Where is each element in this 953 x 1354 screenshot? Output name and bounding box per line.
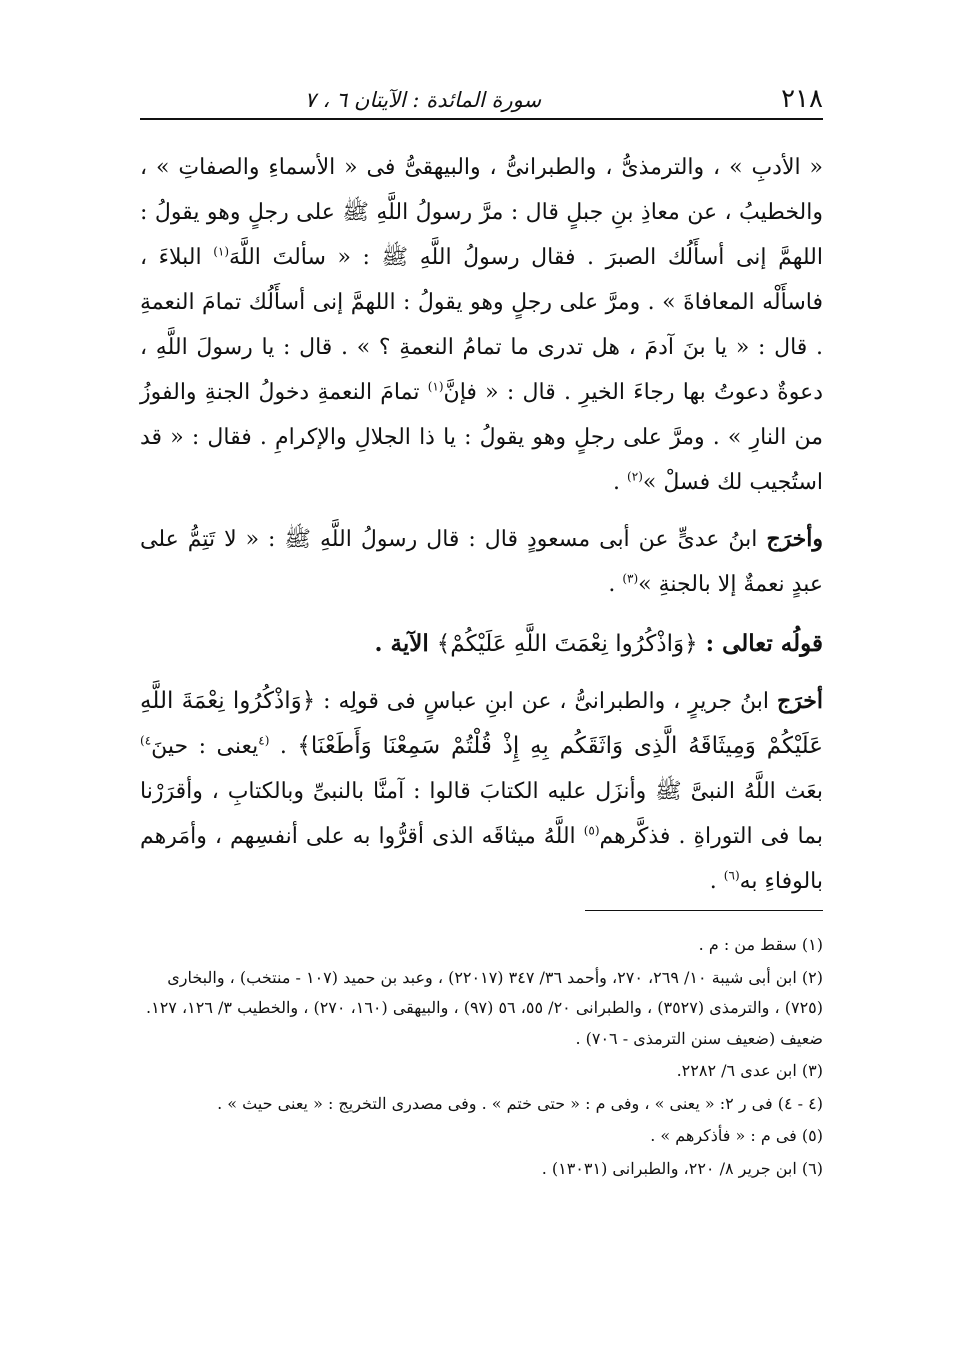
footnote-ref: (١) xyxy=(213,244,230,259)
text-run: ابنُ عدىٍّ عن أبى مسعودٍ قال : قال رسولُ اللَّهِ ﷺ : « لا تَتِمُّ على عبدٍ نعمةٌ إلا بالجنةِ » xyxy=(140,527,823,597)
text-run: . xyxy=(709,869,724,894)
text-run: البلاءَ ، فاسأَلْه المعافاةَ » . ومرَّ على رجلٍ وهو يقولُ : اللهمَّ إنى أسأَلُك تمامَ النعمةِ . قال : « يا بنَ آدمَ ، هل تدرى ما تمامُ النعمةِ ؟ » . قال : يا رسولَ اللَّهِ ، دعوةٌ دعوتُ بها رجاءَ الخيرِ . قال : « فإنَّ xyxy=(140,245,823,405)
text-run: « الأدبِ » ، والترمذىُّ ، والطبرانىُّ ، والبيهقىُّ فى « الأسماءِ والصفاتِ » ، والخطيبُ ، عن معاذِ بنِ جبلٍ قال : مرَّ رسولُ اللَّهِ ﷺ على رجلٍ وهو يقولُ : اللهمَّ إنى أسأَلُك الصبرَ . فقال رسولُ اللَّهِ ﷺ : « سألتَ اللَّهَ xyxy=(140,155,823,270)
footnote-5: (٥) فى م : « فأذكرهم » . xyxy=(650,1126,823,1145)
heading-label: قولُه تعالى : xyxy=(697,630,823,657)
text-run: . xyxy=(608,572,623,597)
footnote-4: (٤ - ٤) فى ر ٢: « يعنى » ، وفى م : « حتى ختم » . وفى مصدرى التخريج : « يعنى حيث » . xyxy=(217,1093,823,1113)
footnote-6: (٦) ابن جرير ٨/ ٢٢٠، والطبرانى (١٣٠٣١) . xyxy=(541,1158,823,1178)
footnote-ref: (٤ xyxy=(258,733,270,748)
verse-heading xyxy=(140,621,823,667)
main-text xyxy=(140,145,823,904)
text-run: اللَّهُ ميثاقَه الذى أقرُّوا به على أنفسِهم ، وأمَرهم بالوفاءِ به xyxy=(140,824,823,894)
heading-suffix: الآية . xyxy=(374,630,437,657)
footnote-3: (٣) ابن عدى ٦/ ٢٢٨٢. xyxy=(676,1061,823,1080)
page-number: ٢١٨ xyxy=(781,84,823,114)
page-header xyxy=(140,60,823,112)
text-run: ابنُ جريرٍ ، والطبرانىُّ ، عن ابنِ عباسٍ فى قولِه : xyxy=(315,689,777,714)
footnote-ref: (٢) xyxy=(627,469,643,484)
footnotes xyxy=(140,930,823,1186)
text-run: . xyxy=(269,734,298,759)
footnote-ref: (٣) xyxy=(622,571,639,586)
lead-word: أخرَج xyxy=(776,688,823,714)
footnote-2: (٢) ابن أبى شيبة ١٠/ ٢٦٩، ٢٧٠، وأحمد ٣٦/ ٣٤٧ (٢٢٠١٧) ، وعبد بن حميد (١٠٧ - منتخب) ، والبخارى (٧٢٥) ، والترمذى (٣٥٢٧) ، والطبرانى ٢٠/ ٥٥، ٥٦ (٩٧) ، والبيهقى (١٦٠، ٢٧٠) ، والخطيب ٣/ ١٢٦، ١٢٧. ضعيف (ضعيف سنن الترمذى - ٧٠٦) . xyxy=(146,967,823,1048)
running-title: سورة المائدة : الآيتان ٦ ، ٧ xyxy=(304,88,542,112)
text-run: . xyxy=(613,470,628,495)
footnote-ref: (١) xyxy=(427,379,444,394)
text-run: بعَث اللَّهُ النبىَّ ﷺ وأنزَل عليه الكتابَ قالوا : آمنَّا بالنبىِّ وبالكتابِ ، وأقرَرْنا بما فى التوراةِ . فذكَّرهم xyxy=(140,779,823,849)
header-rule xyxy=(140,118,823,120)
text-run: يعنى : حينَ xyxy=(151,734,259,759)
lead-word: وأخرَج xyxy=(766,526,823,552)
paragraph-ibn-abbas xyxy=(140,679,823,904)
paragraph-hadith-abu-masud xyxy=(140,517,823,607)
quran-verse: ﴿وَاذْكُرُوا نِعْمَتَ اللَّهِ عَلَيْكُمْ﴾ xyxy=(436,631,698,657)
quran-verse: ﴿وَاذْكُرُوا نِعْمَةَ اللَّهِ عَلَيْكُمْ وَمِيثَاقَهُ الَّذِى وَاثَقَكُم بِهِ إِذْ قُلْتُمْ سَمِعْنَا وَأَطَعْنَا﴾ xyxy=(140,688,823,759)
footnote-ref: (٦) xyxy=(723,868,740,883)
footnote-1: (١) سقط من : م . xyxy=(698,935,823,954)
paragraph-hadith-muadh xyxy=(140,145,823,505)
text-run: تمامَ النعمةِ دخولُ الجنةِ والفوزُ من النارِ » . ومرَّ على رجلٍ وهو يقولُ : يا ذا الجلالِ والإكرامِ . فقال : « قد استُجيب لك فسلْ » xyxy=(140,380,823,495)
footnote-ref: (٥) xyxy=(583,823,600,838)
footnote-ref: ٤) xyxy=(140,733,152,748)
footnote-rule xyxy=(585,910,823,911)
